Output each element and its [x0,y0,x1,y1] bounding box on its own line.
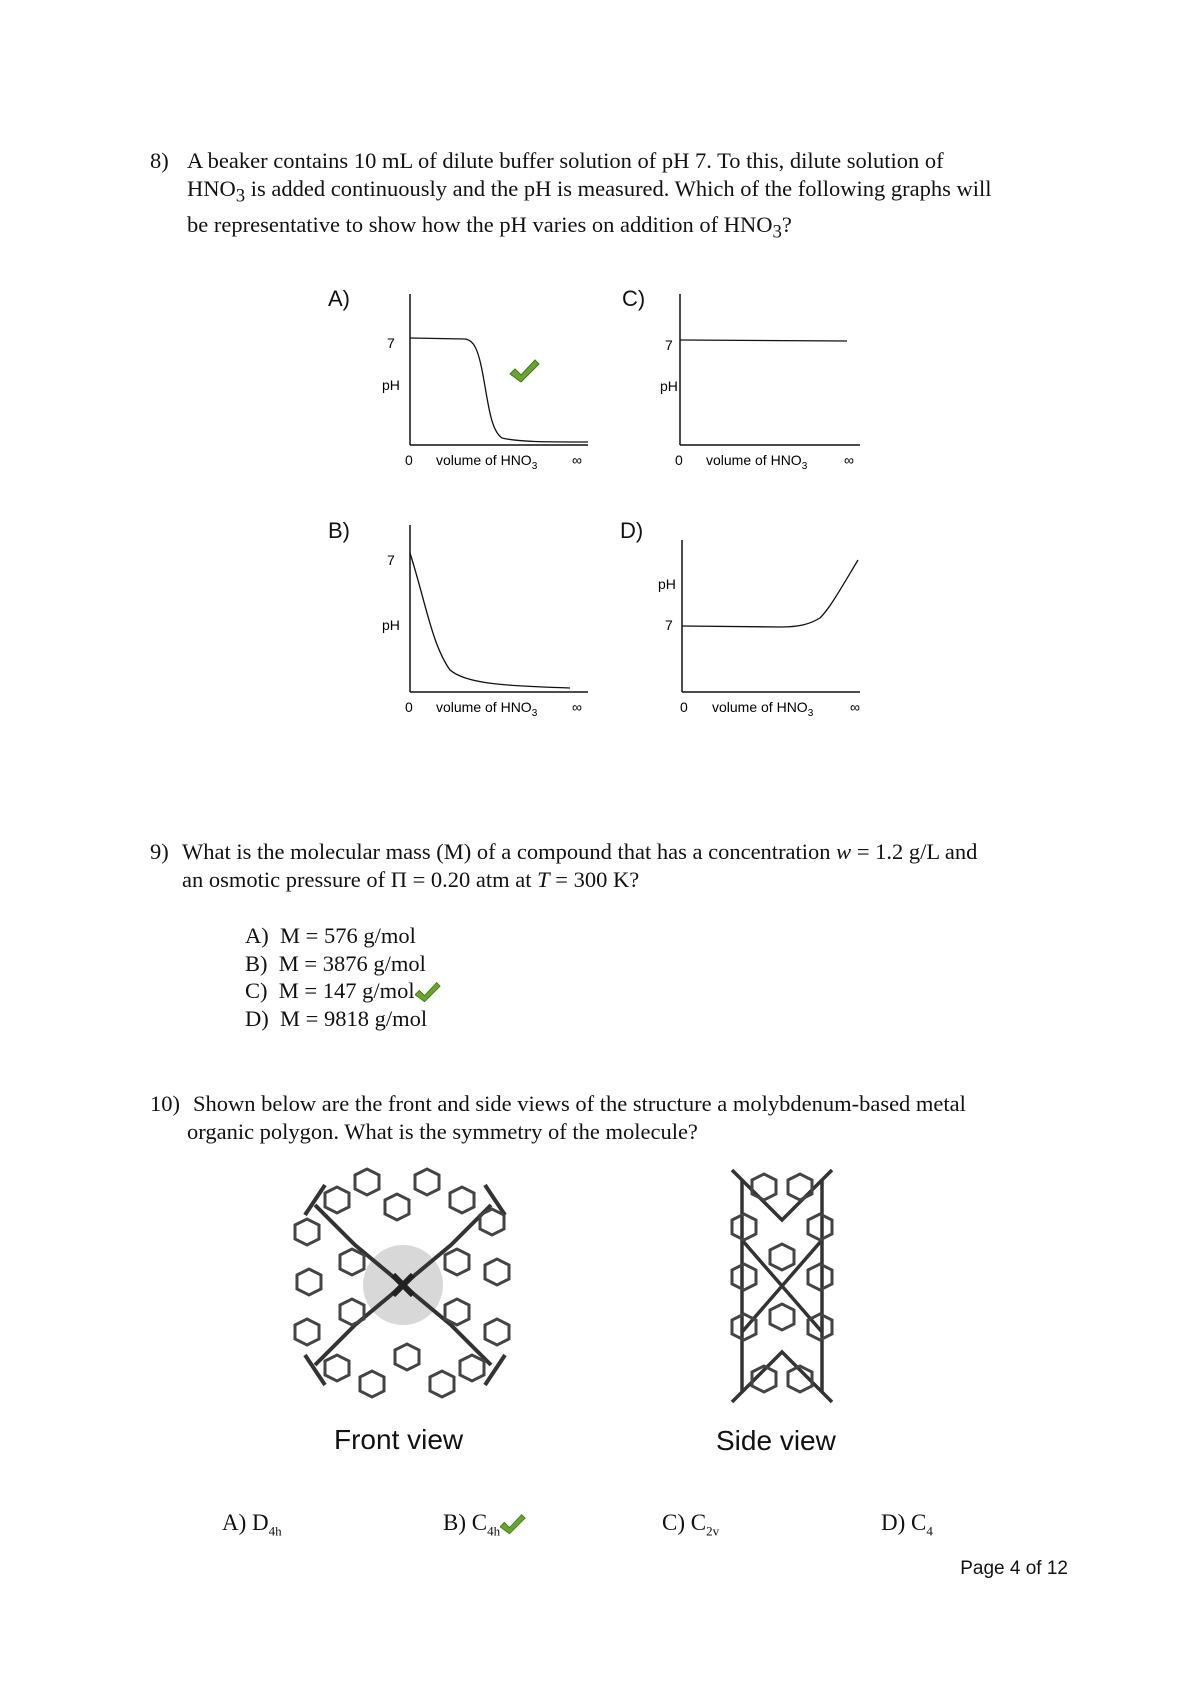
front-view-image [285,1165,525,1405]
question-9 [150,838,1070,894]
question-text: What is the molecular mass (M) of a compound that has a concentration w = 1.2 g/L and an osmotic pressure of Π = 0.20 atm at T = 300 K? [182,839,978,892]
check-icon [415,982,441,1004]
q10-option-c[interactable]: C) $C_{2v}$ [662,1510,720,1539]
graph-c-xinf: ∞ [844,452,854,468]
graph-b-x0: 0 [405,699,413,715]
q9-option-b[interactable]: B) M = 3876 g/mol [245,950,426,976]
graph-a-curve [410,338,588,442]
graph-d-ylabel: pH [658,576,676,592]
side-view-image [722,1160,842,1412]
graph-d-xlabel: volume of $HNO_3$ [712,699,814,719]
graph-a-xlabel: volume of $HNO_3$ [436,452,538,470]
graph-a-x0: 0 [405,452,413,468]
question-number: 8) [150,148,169,173]
graph-b-ylabel: pH [382,617,400,633]
graph-a-xinf: ∞ [572,452,582,468]
graph-b-xlabel: volume of $HNO_3$ [436,699,538,719]
graph-b-curve [410,553,570,688]
graph-c-ylabel: pH [660,378,678,394]
graph-a-ylabel: pH [382,377,400,393]
q10-option-b[interactable]: B) $C_{4h}$ [443,1510,526,1540]
page-number: Page 4 of 12 [960,1558,1068,1579]
graph-c [650,290,880,470]
front-view-label: Front view [334,1424,464,1455]
graph-d [650,520,880,720]
graph-c-xlabel: volume of $HNO_3$ [706,452,808,470]
graph-d-tick-7: 7 [665,617,673,633]
q9-options [245,922,441,1032]
question-10 [150,1090,1070,1146]
graph-a-letter: A) [328,286,350,311]
graph-b-letter: B) [328,518,350,543]
graph-c-curve [680,340,847,341]
q9-option-a[interactable]: A) M = 576 g/mol [245,923,416,948]
question-number: 10) [150,1091,180,1116]
graph-c-letter: C) [622,286,646,311]
graph-c-tick-7: 7 [665,337,673,353]
check-icon [500,1514,526,1536]
question-text: Shown below are the front and side views of the structure a molybdenum-based metal organic polygon. What is the symmetry of the molecule? [187,1091,966,1144]
q9-option-c[interactable]: C) M = 147 g/mol [245,977,441,1005]
question-8 [150,147,1070,246]
graph-d-x0: 0 [680,699,688,715]
graph-b-xinf: ∞ [572,699,582,715]
graph-d-curve [682,560,858,627]
graph-b-tick-7: 7 [387,552,395,568]
graph-a-check-icon [510,360,539,382]
graph-a [370,290,600,470]
question-number: 9) [150,839,169,864]
graph-d-xinf: ∞ [850,699,860,715]
question-text: A beaker contains 10 mL of dilute buffer solution of pH 7. To this, dilute solution of $HNO_3$ is added continuously and the pH is measured. Which of the following graphs will be representative to show how the pH varies on addition of $HNO_3$? [187,148,992,242]
graph-d-letter: D) [620,518,644,543]
q9-option-d[interactable]: D) M = 9818 g/mol [245,1005,428,1031]
graph-c-x0: 0 [675,452,683,468]
q10-option-d[interactable]: D) $C_4$ [881,1510,933,1539]
side-view-label: Side view [716,1425,836,1456]
graph-a-tick-7: 7 [387,335,395,351]
graph-b [370,520,600,720]
q10-option-a[interactable]: A) $D_{4h}$ [222,1510,282,1539]
